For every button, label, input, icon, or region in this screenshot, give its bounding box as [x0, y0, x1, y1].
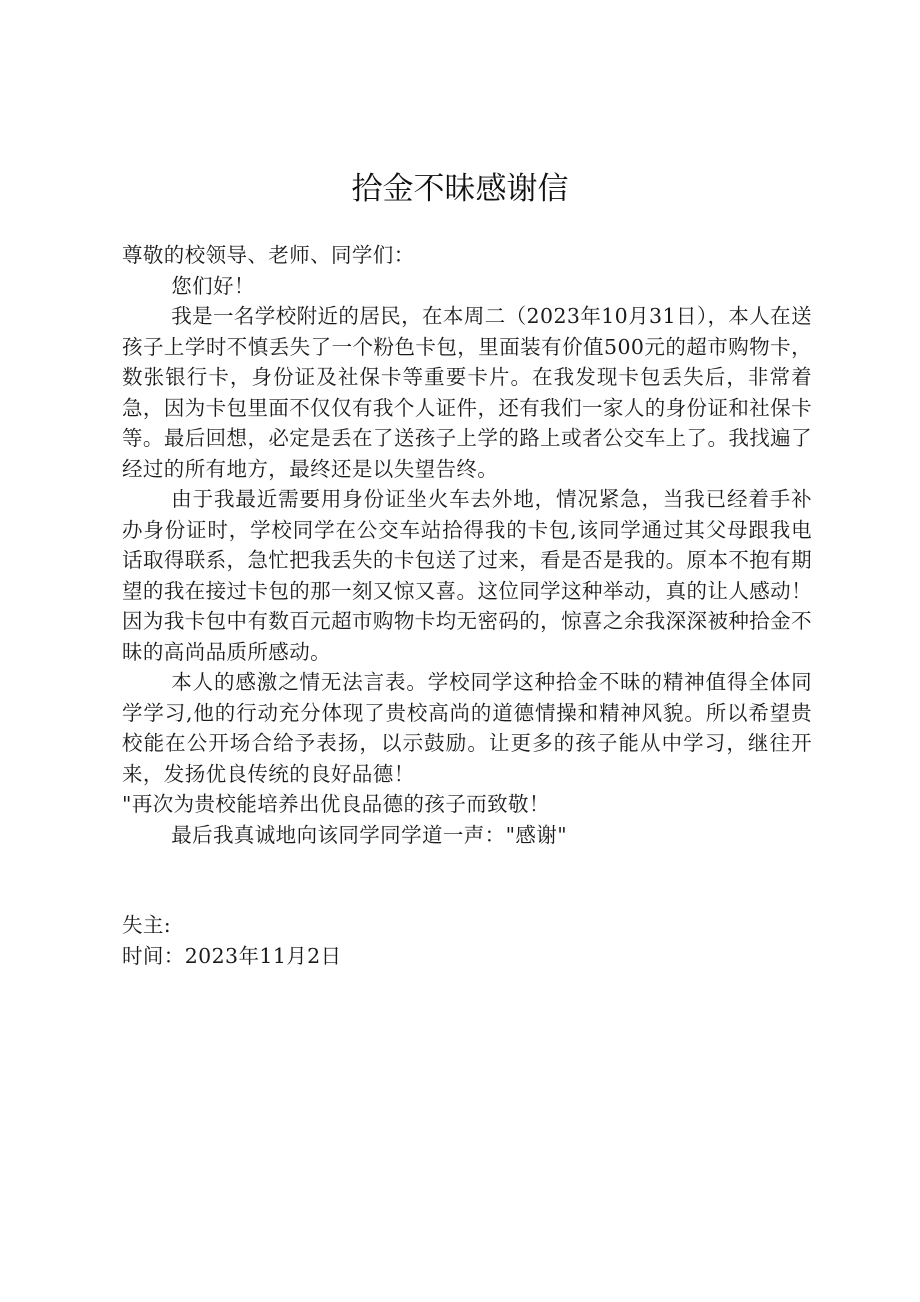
paragraph-gratitude: 本人的感激之情无法言表。学校同学这种拾金不昧的精神值得全体同学学习,他的行动充分体现了贵校高尚的道德情操和精神风貌。所以希望贵校能在公开场合给予表扬，以示鼓励。让更多的孩子能从中学习，继往开来，发扬优良传统的良好品德！: [122, 670, 812, 786]
letter-title: 拾金不昧感谢信: [351, 171, 569, 207]
signature-spacer: [122, 850, 812, 910]
signer-label: 失主:: [122, 913, 172, 937]
paragraph-salute: "再次为贵校能培养出优良品德的孩子而致敬！: [122, 792, 550, 816]
paragraph-loss: 我是一名学校附近的居民，在本周二（2023年10月31日），本人在送孩子上学时不慎丢失了一个粉色卡包，里面装有价值500元的超市购物卡，数张银行卡，身份证及社保卡等重要卡片。在我发现卡包丢失后，非常着急，因为卡包里面不仅仅有我个人证件，还有我们一家人的身份证和社保卡等。最后回想，必定是丢在了送孩子上学的路上或者公交车上了。我找遍了经过的所有地方，最终还是以失望告终。: [122, 304, 812, 481]
greeting: 您们好！: [171, 273, 255, 298]
letter-date: 时间：2023年11月2日: [122, 943, 342, 968]
salutation: 尊敬的校领导、老师、同学们：: [122, 243, 415, 267]
letter-body: [122, 240, 812, 971]
paragraph-return: 由于我最近需要用身份证坐火车去外地，情况紧急，当我已经着手补办身份证时，学校同学在公交车站拾得我的卡包,该同学通过其父母跟我电话取得联系，急忙把我丢失的卡包送了过来，看是否是我的。原本不抱有期望的我在接过卡包的那一刻又惊又喜。这位同学这种举动，真的让人感动！因为我卡包中有数百元超市购物卡均无密码的，惊喜之余我深深被种拾金不昧的高尚品质所感动。: [122, 487, 812, 664]
paragraph-thanks: 最后我真诚地向该同学同学道一声："感谢": [171, 822, 568, 847]
